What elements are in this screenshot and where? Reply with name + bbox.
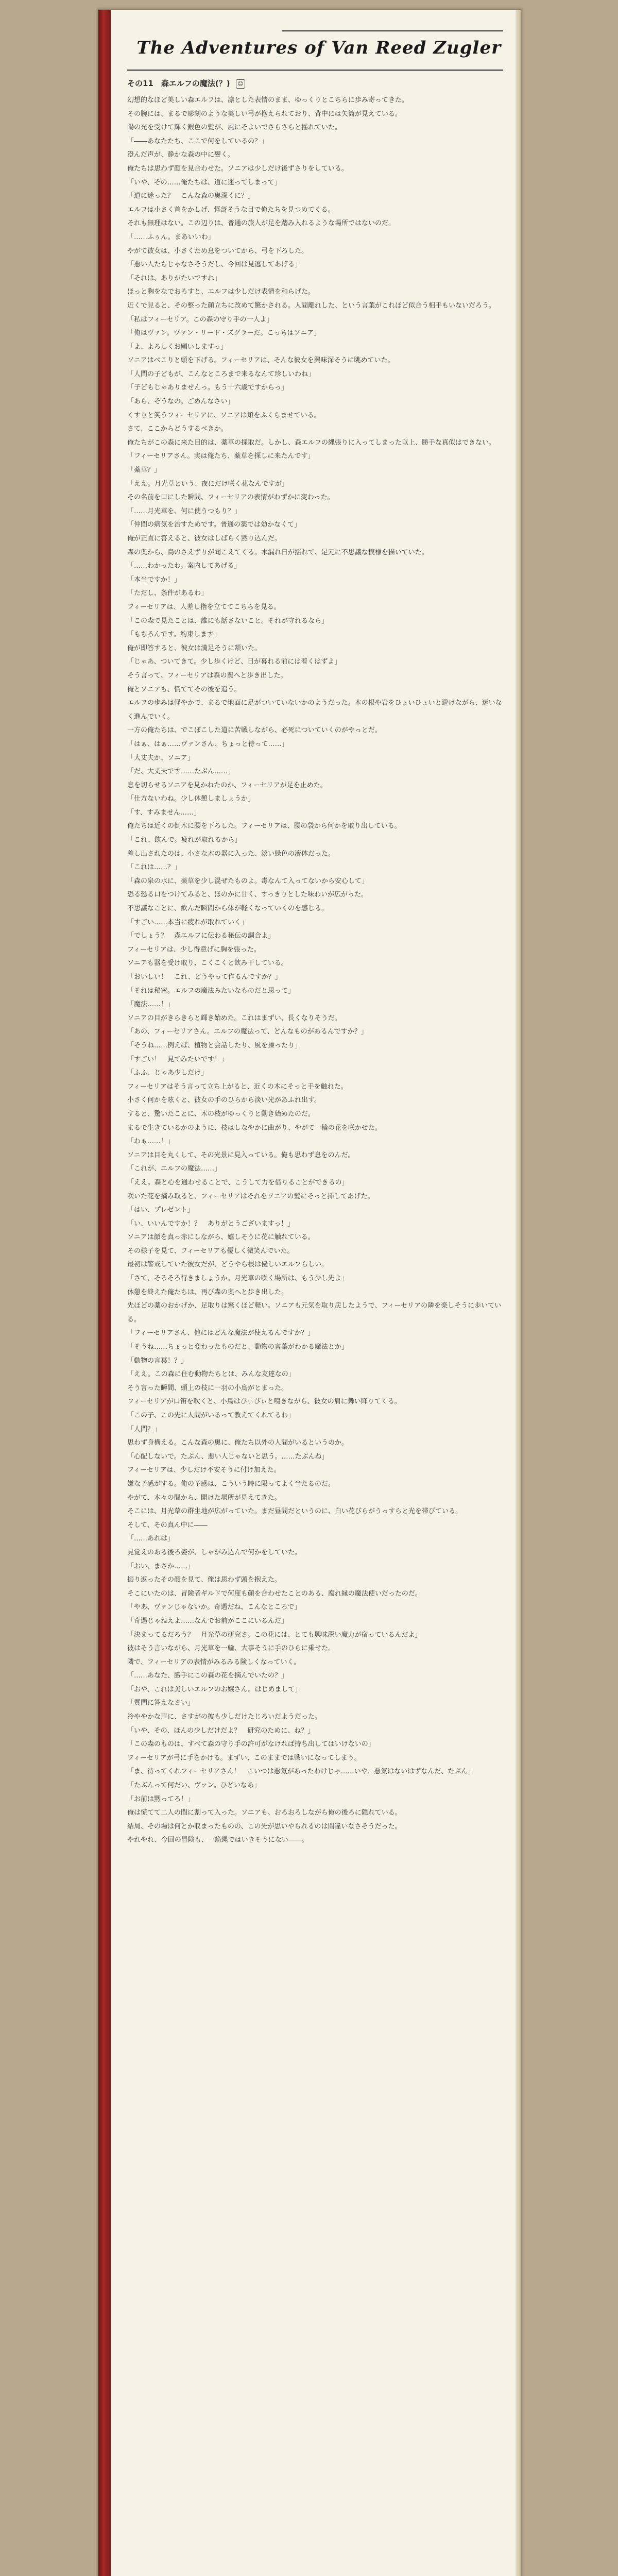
paragraph: 「おい、まさか……」	[127, 1562, 195, 1570]
paragraph: 森の奥から、鳥のさえずりが聞こえてくる。木漏れ日が揺れて、足元に不思議な模様を描いていた。	[127, 548, 428, 556]
document-frame	[98, 9, 521, 2576]
paragraph: 「はぁ、はぁ……ヴァンさん、ちょっと待って……」	[127, 740, 288, 748]
paragraph: 差し出されたのは、小さな木の器に入った、淡い緑色の液体だった。	[127, 850, 335, 858]
paragraph: 最初は警戒していた彼女だが、どうやら根は優しいエルフらしい。	[127, 1261, 329, 1269]
paragraph: 彼はそう言いながら、月光草を一輪、大事そうに手のひらに乗せた。	[127, 1645, 335, 1653]
paragraph: 「魔法……！」	[127, 1001, 175, 1009]
paragraph: 「お前は黙ってろ！」	[127, 1795, 195, 1803]
paragraph: 「……月光草を、何に使うつもり？」	[127, 507, 242, 515]
paragraph: 「これは……？」	[127, 863, 181, 872]
paragraph: 「これが、エルフの魔法……」	[127, 1165, 221, 1173]
paragraph: その名前を口にした瞬間、フィーセリアの表情がわずかに変わった。	[127, 494, 334, 502]
paragraph: 俺とソニアも、慌ててその後を追う。	[127, 685, 241, 693]
paragraph: フィーセリアは、少しだけ不安そうに付け加えた。	[127, 1466, 281, 1475]
chapter-heading	[127, 78, 503, 89]
paragraph: 「おや、これは美しいエルフのお嬢さん。はじめまして」	[127, 1685, 302, 1693]
paragraph: 「フィーセリアさん。実は俺たち、薬草を探しに来たんです」	[127, 452, 315, 461]
paragraph: 「はい、プレゼント」	[127, 1206, 194, 1214]
paragraph: 「子どもじゃありませんっ。もう十六歳ですからっ」	[127, 384, 288, 392]
paragraph: 「もちろんです。約束します」	[127, 631, 220, 639]
paragraph: フィーセリアは、少し得意げに胸を張った。	[127, 945, 261, 954]
paragraph: エルフの歩みは軽やかで、まるで地面に足がついていないかのようだった。木の根や岩をひょいひょいと避けながら、迷いなく進んでいく。	[127, 699, 502, 721]
paragraph: ソニアの目がきらきらと輝き始めた。これはまずい、長くなりそうだ。	[127, 1014, 341, 1022]
paragraph: そう言って、フィーセリアは森の奥へと歩き出した。	[127, 671, 287, 680]
paragraph: そこには、月光草の群生地が広がっていた。まだ昼間だというのに、白い花びらがうっすらと光を帯びている。	[127, 1507, 462, 1516]
paragraph: 息を切らせるソニアを見かねたのか、フィーセリアが足を止めた。	[127, 781, 327, 789]
document-content	[127, 20, 503, 1848]
paragraph: さて、ここからどうするべきか。	[127, 425, 228, 433]
paragraph: 俺は慌てて二人の間に割って入った。ソニアも、おろおろしながら俺の後ろに隠れている。	[127, 1809, 402, 1817]
paragraph: 俺たちは近くの倒木に腰を下ろした。フィーセリアは、腰の袋から何かを取り出している。	[127, 822, 401, 831]
paragraph: 「本当ですか！」	[127, 575, 181, 584]
paragraph: 「やあ、ヴァンじゃないか。奇遇だね、こんなところで」	[127, 1603, 301, 1612]
paragraph: フィーセリアはそう言って立ち上がると、近くの木にそっと手を触れた。	[127, 1082, 348, 1091]
paragraph: 「ただし、条件があるわ」	[127, 589, 208, 598]
paragraph: 澄んだ声が、静かな森の中に響く。	[127, 151, 234, 159]
paragraph: フィーセリアが口笛を吹くと、小鳥はぴぃぴぃと鳴きながら、彼女の肩に舞い降りてくる。	[127, 1398, 401, 1406]
paragraph: 「私はフィーセリア。この森の守り手の一人よ」	[127, 315, 273, 324]
paragraph: 俺が正直に答えると、彼女はしばらく黙り込んだ。	[127, 535, 282, 543]
paragraph: 「この森のものは、すべて森の守り手の許可がなければ持ち出してはいけないの」	[127, 1740, 375, 1749]
paragraph: 「でしょう？ 森エルフに伝わる秘伝の調合よ」	[127, 932, 275, 940]
paragraph: 先ほどの薬のおかげか、足取りは驚くほど軽い。ソニアも元気を取り戻したようで、フィーセリアの隣を楽しそうに歩いている。	[127, 1302, 502, 1324]
smile-icon: ☺	[236, 79, 245, 89]
paragraph: 「悪い人たちじゃなさそうだし、今回は見逃してあげる」	[127, 261, 302, 269]
paragraph: 「心配しないで。たぶん、悪い人じゃないと思う。……たぶんね」	[127, 1452, 329, 1461]
paragraph: 「フィーセリアさん、他にはどんな魔法が使えるんですか？」	[127, 1329, 315, 1337]
story-body	[127, 94, 503, 1848]
paragraph: 見覚えのある後ろ姿が、しゃがみ込んで何かをしていた。	[127, 1548, 302, 1556]
paragraph: 「大丈夫か、ソニア」	[127, 754, 194, 762]
title-decoration	[282, 30, 503, 31]
paragraph: 不思議なことに、飲んだ瞬間から体が軽くなっていくのを感じる。	[127, 905, 329, 913]
paragraph: 「それは秘密。エルフの魔法みたいなものだと思って」	[127, 987, 295, 995]
paragraph: 「そうね……例えば、植物と会話したり、風を操ったり」	[127, 1041, 302, 1049]
paragraph: フィーセリアが弓に手をかける。まずい、このままでは戦いになってしまう。	[127, 1754, 361, 1762]
paragraph: 「――あなたたち、ここで何をしているの？」	[127, 137, 268, 145]
paragraph: 「この森で見たことは、誰にも話さないこと。それが守れるなら」	[127, 617, 329, 625]
paragraph: それも無理はない。この辺りは、普通の旅人が足を踏み入れるような場所ではないのだ。	[127, 219, 396, 228]
title-header	[127, 20, 503, 71]
paragraph: すると、驚いたことに、木の枝がゆっくりと動き始めたのだ。	[127, 1110, 315, 1118]
paragraph: 振り返ったその顔を見て、俺は思わず頭を抱えた。	[127, 1576, 281, 1584]
paragraph: その様子を見て、フィーセリアも優しく微笑んでいた。	[127, 1247, 294, 1255]
paragraph: まるで生きているかのように、枝はしなやかに曲がり、やがて一輪の花を咲かせた。	[127, 1124, 382, 1132]
paragraph: ソニアも器を受け取り、こくこくと飲み干している。	[127, 959, 288, 968]
paragraph: 「仕方ないわね。少し休憩しましょうか」	[127, 795, 255, 803]
paragraph: 「……あなた、勝手にこの森の花を摘んでいたの？」	[127, 1672, 288, 1680]
paragraph: やがて彼女は、小さくため息をついてから、弓を下ろした。	[127, 247, 308, 255]
paragraph: 嫌な予感がする。俺の予感は、こういう時に限ってよく当たるのだ。	[127, 1480, 335, 1488]
paragraph: 結局、その場は何とか収まったものの、この先が思いやられるのは間違いなさそうだった。	[127, 1822, 402, 1831]
paragraph: エルフは小さく首をかしげ、怪訝そうな目で俺たちを見つめてくる。	[127, 206, 335, 214]
paragraph: 「す、すみません……」	[127, 808, 200, 817]
paragraph: 「……あれは」	[127, 1535, 175, 1543]
paragraph: ソニアはぺこりと頭を下げる。フィーセリアは、そんな彼女を興味深そうに眺めていた。	[127, 357, 394, 365]
paragraph: 冷ややかな声に、さすがの彼も少しだけたじろいだようだった。	[127, 1713, 322, 1721]
paragraph: 「すごい！ 見てみたいです！」	[127, 1055, 228, 1063]
paragraph: 「……わかったわ。案内してあげる」	[127, 562, 241, 570]
paragraph: 「わぁ……！」	[127, 1138, 174, 1146]
paragraph: 「薬草？」	[127, 466, 161, 474]
paragraph: 「ふふ、じゃあ少しだけ」	[127, 1069, 208, 1077]
paragraph: 「人間の子どもが、こんなところまで来るなんて珍しいわね」	[127, 370, 315, 378]
paragraph: 「人間？」	[127, 1425, 161, 1433]
paragraph: やれやれ、今回の冒険も、一筋縄ではいきそうにない――。	[127, 1836, 308, 1844]
paragraph: 幻想的なほど美しい森エルフは、凛とした表情のまま、ゆっくりとこちらに歩み寄ってきた。	[127, 96, 408, 104]
paragraph: 「すごい……本当に疲れが取れていく」	[127, 918, 248, 926]
paragraph: やがて、木々の間から、開けた場所が見えてきた。	[127, 1494, 281, 1502]
paragraph: 「この子、この先に人間がいるって教えてくれてるわ」	[127, 1412, 295, 1419]
paragraph: 「それは、ありがたいですね」	[127, 274, 221, 282]
paragraph: 咲いた花を摘み取ると、フィーセリアはそれをソニアの髪にそっと挿してあげた。	[127, 1192, 374, 1200]
paragraph: 「仲間の病気を治すためです。普通の薬では効かなくて」	[127, 521, 301, 529]
paragraph: 「じゃあ、ついてきて。少し歩くけど、日が暮れる前には着くはずよ」	[127, 658, 341, 666]
paragraph: 「質問に答えなさい」	[127, 1699, 195, 1707]
paragraph: 隣で、フィーセリアの表情がみるみる険しくなっていく。	[127, 1658, 301, 1666]
paragraph: 「ええ。この森に住む動物たちとは、みんな友達なの」	[127, 1370, 295, 1379]
paragraph: 「これ、飲んで。疲れが取れるから」	[127, 836, 242, 844]
paragraph: 「あの、フィーセリアさん。エルフの魔法って、どんなものがあるんですか？」	[127, 1028, 368, 1036]
paragraph: 思わず身構える。こんな森の奥に、俺たち以外の人間がいるというのか。	[127, 1439, 349, 1447]
paragraph: 陽の光を受けて輝く銀色の髪が、風にそよいでさらさらと揺れていた。	[127, 124, 342, 132]
chapter-title: その11 森エルフの魔法(？)	[127, 79, 230, 88]
paragraph: 「おいしい！ これ、どうやって作るんですか？」	[127, 973, 282, 981]
paragraph: ほっと胸をなでおろすと、エルフは少しだけ表情を和らげた。	[127, 288, 315, 296]
paragraph: その腕には、まるで彫刻のような美しい弓が抱えられており、背中には矢筒が見えている。	[127, 110, 402, 118]
paragraph: 「さて、そろそろ行きましょうか。月光草の咲く場所は、もう少し先よ」	[127, 1275, 348, 1283]
right-edge	[516, 10, 521, 2576]
paragraph: 「そうね……ちょっと変わったものだと、動物の言葉がわかる魔法とか」	[127, 1343, 348, 1351]
paragraph: 「たぶんって何だい、ヴァン。ひどいなあ」	[127, 1782, 261, 1790]
paragraph: 俺たちがこの森に来た目的は、薬草の採取だ。しかし、森エルフの縄張りに入ってしまった以上、勝手な真似はできない。	[127, 438, 496, 447]
paragraph: 「俺はヴァン。ヴァン・リード・ズグラーだ。こっちはソニア」	[127, 329, 321, 337]
paragraph: 「……ふぅん。まあいいわ」	[127, 233, 215, 241]
paragraph: 「森の泉の水に、薬草を少し混ぜたものよ。毒なんて入ってないから安心して」	[127, 877, 369, 885]
page-title: The Adventures of Van Reed Zugler	[136, 38, 501, 58]
paragraph: 「だ、大丈夫です……たぶん……」	[127, 768, 235, 776]
paragraph: くすりと笑うフィーセリアに、ソニアは頬をふくらませている。	[127, 411, 321, 419]
paragraph: ソニアは顔を真っ赤にしながら、嬉しそうに花に触れている。	[127, 1233, 315, 1242]
paragraph: 「動物の言葉！？」	[127, 1357, 188, 1365]
paragraph: 休憩を終えた俺たちは、再び森の奥へと歩き出した。	[127, 1288, 288, 1296]
paragraph: 「よ、よろしくお願いしますっ」	[127, 343, 228, 351]
paragraph: ソニアは目を丸くして、その光景に見入っている。俺も思わず息をのんだ。	[127, 1151, 355, 1159]
paragraph: 「い、いいんですか！？ ありがとうございますっ！」	[127, 1219, 295, 1228]
paragraph: 近くで見ると、その整った顔立ちに改めて驚かされる。人間離れした、という言葉がこれほど似合う相手もいないだろう。	[127, 301, 496, 310]
paragraph: 「いや、その……俺たちは、道に迷ってしまって」	[127, 178, 281, 187]
paragraph: 小さく何かを呟くと、彼女の手のひらから淡い光があふれ出す。	[127, 1096, 321, 1105]
paragraph: 一方の俺たちは、でこぼこした道に苦戦しながら、必死についていくのがやっとだ。	[127, 726, 382, 735]
paragraph: 「ま、待ってくれフィーセリアさん！ こいつは悪気があったわけじゃ……いや、悪気はないはずなんだ、たぶん」	[127, 1768, 475, 1776]
paragraph: 「いや、その、ほんの少しだけだよ？ 研究のために、ね？」	[127, 1726, 315, 1735]
paragraph: 俺たちは思わず顔を見合わせた。ソニアは少しだけ後ずさりをしている。	[127, 164, 348, 173]
paragraph: 「奇遇じゃねえよ……なんでお前がここにいるんだ」	[127, 1617, 288, 1625]
paragraph: 「ええ。森と心を通わせることで、こうして力を借りることができるの」	[127, 1178, 349, 1187]
paragraph: 俺が即答すると、彼女は満足そうに頷いた。	[127, 644, 262, 652]
paragraph: 「決まってるだろう？ 月光草の研究さ。この花には、とても興味深い魔力が宿っているんだよ」	[127, 1631, 422, 1639]
left-binding-bar	[98, 10, 111, 2576]
paragraph: そこにいたのは、冒険者ギルドで何度も顔を合わせたことのある、腐れ縁の魔法使いだったのだ。	[127, 1589, 422, 1598]
paragraph: 「あら、そうなの。ごめんなさい」	[127, 398, 234, 406]
paragraph: 恐る恐る口をつけてみると、ほのかに甘く、すっきりとした味わいが広がった。	[127, 891, 368, 899]
paragraph: 「ええ。月光草という、夜にだけ咲く花なんですが」	[127, 480, 288, 488]
paragraph: フィーセリアは、人差し指を立ててこちらを見る。	[127, 603, 281, 611]
paragraph: そして、その真ん中に――	[127, 1521, 208, 1529]
paragraph: そう言った瞬間、頭上の枝に一羽の小鳥がとまった。	[127, 1384, 288, 1392]
paragraph: 「道に迷った？ こんな森の奥深くに？」	[127, 192, 255, 200]
